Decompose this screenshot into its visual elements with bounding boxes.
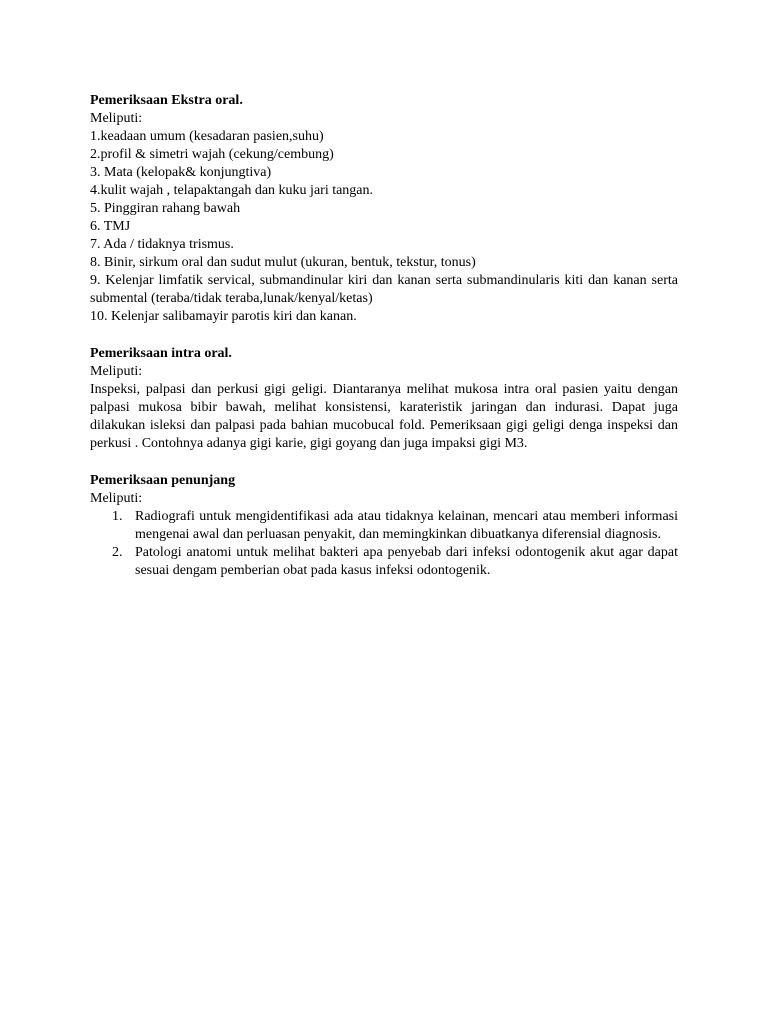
penunjang-intro: Meliputi:	[90, 491, 143, 506]
ekstra-item: 7. Ada / tidaknya trismus.	[90, 237, 234, 252]
section-intra-oral	[90, 345, 678, 453]
ekstra-intro: Meliputi:	[90, 111, 143, 126]
ekstra-item: 1.keadaan umum (kesadaran pasien,suhu)	[90, 129, 324, 144]
list-text: Radiografi untuk mengidentifikasi ada atau tidaknya kelainan, mencari atau memberi informasi mengenai awal dan perluasan penyakit, dan memingkinkan dibuatkanya diferensial diagnosis.	[135, 509, 678, 542]
ekstra-item: 10. Kelenjar salibamayir parotis kiri dan kanan.	[90, 309, 357, 324]
heading-intra-oral: Pemeriksaan intra oral.	[90, 346, 232, 361]
penunjang-item	[90, 508, 678, 544]
document-page	[90, 92, 678, 580]
intra-paragraph: Inspeksi, palpasi dan perkusi gigi geligi. Diantaranya melihat mukosa intra oral pasien yaitu dengan palpasi mukosa bibir bawah, melihat konsistensi, karateristik jaringan dan indurasi. Dapat juga dilakukan isleksi dan palpasi pada bahian mucobucal fold. Pemeriksaan gigi geligi denga inspeksi dan perkusi . Contohnya adanya gigi karie, gigi goyang dan juga impaksi gigi M3.	[90, 382, 678, 451]
section-ekstra-oral	[90, 92, 678, 326]
ekstra-item: 9. Kelenjar limfatik servical, submandinular kiri dan kanan serta submandinularis kiti dan kanan serta submental (teraba/tidak teraba,lunak/kenyal/ketas)	[90, 273, 678, 306]
ekstra-item: 3. Mata (kelopak& konjungtiva)	[90, 165, 272, 180]
list-number: 1.	[112, 509, 123, 524]
ekstra-item: 4.kulit wajah , telapaktangah dan kuku jari tangan.	[90, 183, 374, 198]
penunjang-list	[90, 508, 678, 580]
ekstra-list	[90, 128, 678, 326]
ekstra-item: 5. Pinggiran rahang bawah	[90, 201, 241, 216]
heading-ekstra-oral: Pemeriksaan Ekstra oral.	[90, 93, 243, 108]
section-spacer	[90, 326, 678, 345]
ekstra-item: 2.profil & simetri wajah (cekung/cembung)	[90, 147, 334, 162]
list-number: 2.	[112, 545, 123, 560]
heading-penunjang: Pemeriksaan penunjang	[90, 473, 236, 488]
section-spacer	[90, 453, 678, 472]
intra-intro: Meliputi:	[90, 364, 143, 379]
section-penunjang	[90, 472, 678, 580]
ekstra-item: 6. TMJ	[90, 219, 131, 234]
list-text: Patologi anatomi untuk melihat bakteri apa penyebab dari infeksi odontogenik akut agar dapat sesuai dengam pemberian obat pada kasus infeksi odontogenik.	[135, 545, 678, 578]
ekstra-item: 8. Binir, sirkum oral dan sudut mulut (ukuran, bentuk, tekstur, tonus)	[90, 255, 476, 270]
penunjang-item	[90, 544, 678, 580]
